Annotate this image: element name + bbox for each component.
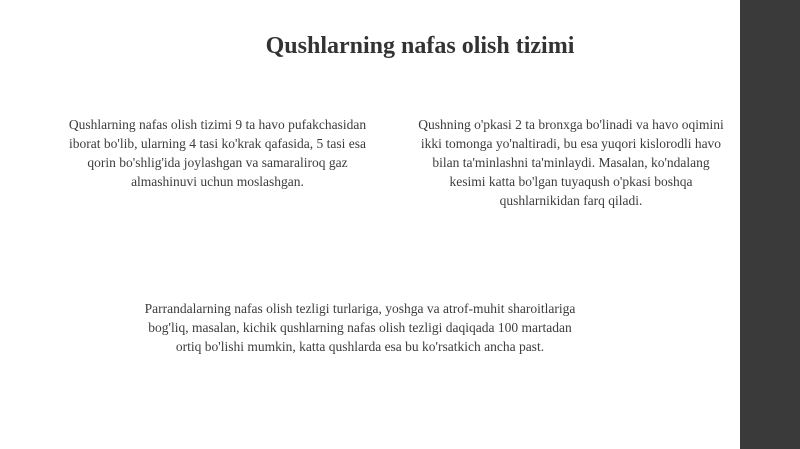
right-text-line: bilan ta'minlashni ta'minlaydi. Masalan, ko'ndalang — [432, 155, 710, 170]
right-text-line: Qushning o'pkasi 2 ta bronxga bo'linadi va havo oqimini — [418, 117, 724, 132]
side-panel-bar — [740, 0, 800, 449]
right-text-line: qushlarnikidan farq qiladi. — [499, 193, 643, 208]
bottom-text-block: Parrandalarning nafas olish tezligi turlariga, yoshga va atrof-muhit sharoitlariga bog'liq, masalan, kichik qushlarning nafas olish tezligi daqiqada 100 martadan ortiq bo'lishi mumkin, katta qushlarda esa bu ko'rsatkich ancha past. — [144, 301, 576, 354]
right-text-line: kesimi katta bo'lgan tuyaqush o'pkasi boshqa — [449, 174, 693, 189]
right-text-block — [402, 115, 740, 210]
right-text-line: ikki tomonga yo'naltiradi, bu esa yuqori kislorodli havo — [420, 136, 722, 151]
slide-title: Qushlarning nafas olish tizimi — [265, 33, 575, 59]
left-text-block: Qushlarning nafas olish tizimi 9 ta havo pufakchasidan iborat bo'lib, ularning 4 tasi ko'krak qafasida, 5 tasi esa qorin bo'shlig'ida joylashgan va samaraliroq gaz almashinuvi uchun moslashgan. — [68, 117, 367, 189]
